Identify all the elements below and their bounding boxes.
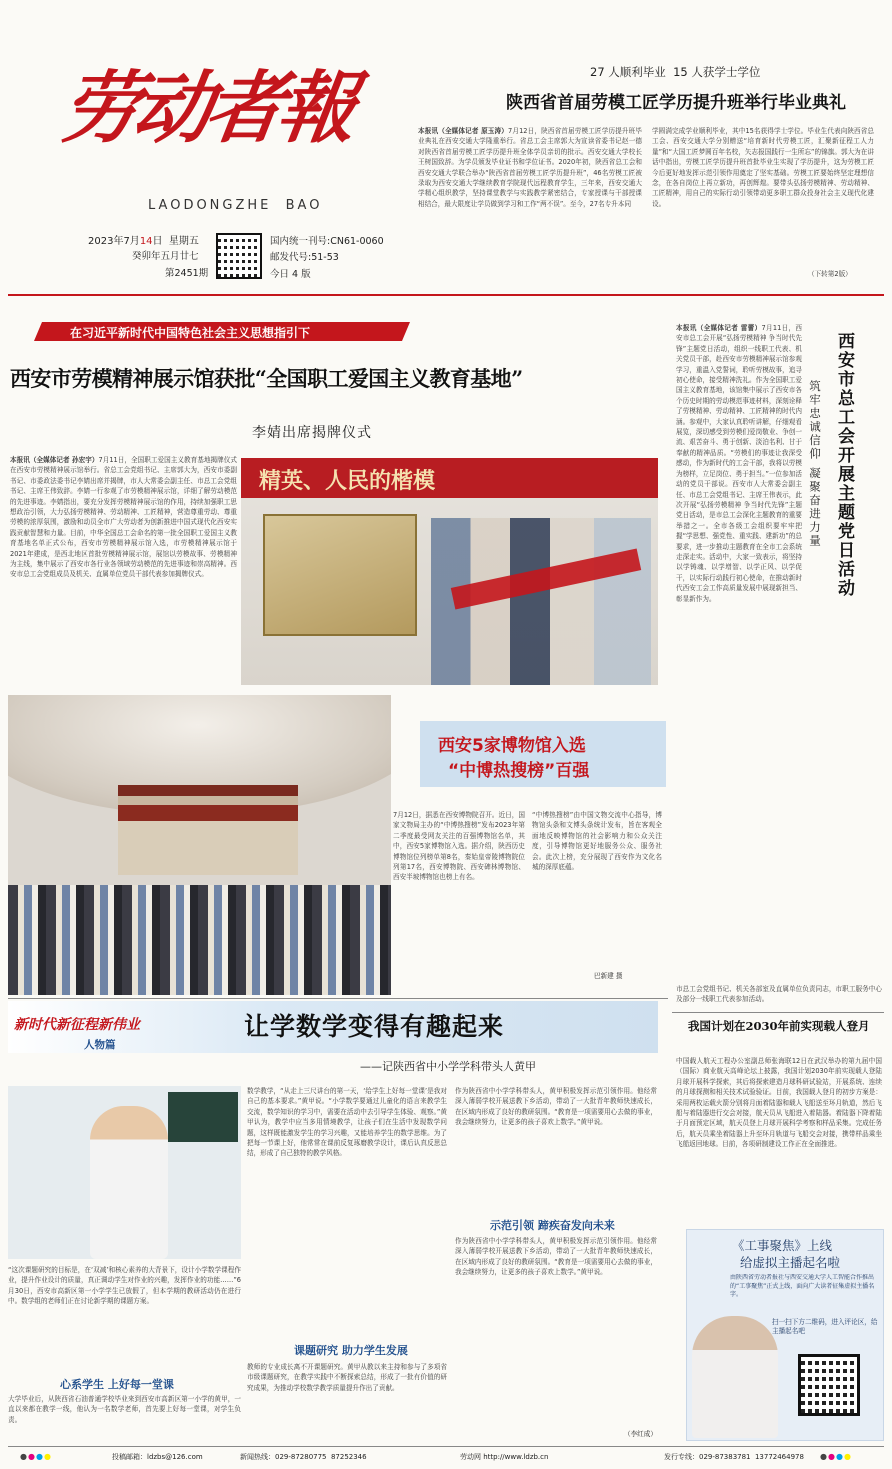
lead-subhead: 李婧出席揭牌仪式 <box>252 425 372 441</box>
topstory-col2: 学圆满完成学业顺利毕业，其中15名获得学士学位。毕业生代表向陕西省总工会、西安交通大学分别赠送“培育新时代劳模工匠，汇聚新征程工人力量”和“大国工匠梦圆百年名校，矢志报国践行一生所忘”的锦旗。郭大为在讲话中指出，劳模工匠学历提升班首批毕业生实现了学历提升，这为劳模工匠今后更好地发挥示范引领作用奠定了坚实基础。劳模工匠要始终坚定理想信念，在各自岗位上再立新功，再创辉煌。要带头弘扬劳模精神、劳动精神、工匠精神，用自己的实际行动引领带动更多职工群众投身社会主义现代化建设。 <box>652 127 874 208</box>
page-count: 今日 4 版 <box>270 269 311 280</box>
side-footer: 市总工会党组书记、机关各部室及直属单位负责同志，市职工服务中心及部分一线职工代表参加活动。 <box>676 985 882 1004</box>
masthead-pinyin: LAODONGZHE BAO <box>148 198 323 213</box>
masthead-rule <box>8 294 884 296</box>
side-subhead: 筑牢忠诚信仰 凝聚奋进力量 <box>808 380 822 548</box>
footer-email: 投稿邮箱：ldzbs@126.com <box>112 1453 203 1461</box>
space-rule <box>672 1012 884 1013</box>
ad-subtitle: 给虚拟主播起名啦 <box>740 1255 841 1270</box>
feature-sub1: 心系学生 上好每一堂课 <box>60 1378 174 1391</box>
feature-sub2: 课题研究 助力学生发展 <box>294 1344 408 1357</box>
ad-presenter <box>692 1316 778 1438</box>
masthead-qr-code <box>216 233 262 279</box>
museum-headline-line1: 西安5家博物馆入选 <box>438 736 586 756</box>
museum-crowd <box>8 885 391 995</box>
feature-subhead: ——记陕西省中小学学科带头人黄甲 <box>360 1060 536 1073</box>
feature-body5-top: 作为陕西省中小学学科带头人，黄甲积极发挥示范引领作用。他经常深入薄弱学校开展送教下乡活动，带动了一大批青年教师快速成长，在区域内形成了良好的教研氛围。“教育是一项需要用心去做的事业，我会继续努力，让更多的孩子喜欢上数学。”黄甲说。 <box>455 1087 657 1127</box>
space-headline: 我国计划在2030年前实现载人登月 <box>688 1019 870 1033</box>
space-body: 中国载人航天工程办公室副总师张海联12日在武汉举办的第九届中国（国际）商业航天高峰论坛上披露，我国计划2030年前实现载人登陆月球开展科学探索，其后将探索建造月球科研试验站，开展系统、连续的月球探测和相关技术试验验证。目前，我国载人登月的初步方案是：采用两枚运载火箭分别将月面着陆器和载人飞船送至环月轨道，然后飞船与着陆器进行交会对接，航天员从飞船进入着陆器。着陆器下降着陆于月面预定区域，航天员登上月球开展科学考察和样品采集。完成任务后，航天员乘坐着陆器上升至环月轨道与飞船交会对接，携带样品乘坐飞船返回地球。目前，各项研制建设工作正在全面推进。 <box>676 1057 882 1149</box>
issue-date <box>88 232 199 247</box>
museum-pavilion <box>118 785 298 875</box>
topstory-col1-text: 7月12日，陕西省首届劳模工匠学历提升班毕业典礼在西安交通大学隆重举行。省总工会主席郭大为宣读省委书记赵一德对陕西省首届劳模工匠学历提升班全体学员亲切的批示。西安交通大学校长王树国致辞。为学员颁发毕业证书和学位证书。2020年初，陕西省总工会和西安交通大学联合举办“陕西省首届劳模工匠学历提升班”，46名劳模工匠被录取为西安交通大学继续教育学院现代远程教育学生，三年来，西安交通大学精心组织教学，坚持课堂教学与实践教学紧密结合，专家授课与干部授课相结合，最大限度让学员做到学习和工作“两不误”。至今，27名专升本同 <box>418 127 642 208</box>
topstory-byline: 本报讯（全媒体记者 原玉涛） <box>418 127 509 135</box>
feature-body4: 教师的专业成长离不开课题研究。黄甲从教以来主持和参与了多项省市级课题研究，在教学实践中不断探索总结，形成了一批有价值的研究成果，为推动学校数学教学质量提升作出了贡献。 <box>247 1363 447 1392</box>
print-registration-dots-left: ●●●● <box>20 1452 52 1461</box>
lead-body-text: 7月11日，全国职工爱国主义教育基地揭牌仪式在西安市劳模精神展示馆举行。省总工会党组书记、主席郭大为，西安市委副书记、市委政法委书记李婧出席并揭牌，市人大常委会副主任、市总工会党组书记、主席王伟致辞。李婧一行参观了市劳模精神展示馆，详细了解劳动模范的先进事迹。李婧指出，要充分发挥劳模精神展示馆的作用，持续加强职工思想政治引领，大力弘扬劳模精神、劳动精神、工匠精神，营造尊重劳动、尊重劳模的浓厚氛围，激励和动员全市广大劳动者为创新推进中国式现代化西安实践贡献智慧和力量。目前，中华全国总工会命名的第一批全国职工爱国主义教育基地名单正式公布，西安市劳模精神展示馆入选，市劳模精神展示馆于2021年建成，是西北地区首批劳模精神展示馆，展馆以劳模故事、劳模精神为主线，集中展示了西安市各行业各领域劳动模范的先进事迹和崇高精神。西安市总工会党组成员及机关、直属单位党员干部代表参加揭牌仪式。 <box>10 456 237 579</box>
feature-photo-board <box>168 1092 238 1142</box>
lead-headline: 西安市劳模精神展示馆获批“全国职工爱国主义教育基地” <box>10 366 523 391</box>
topstory-headline: 陕西省首届劳模工匠学历提升班举行毕业典礼 <box>506 93 846 113</box>
side-headline: 西安市总工会开展主题党日活动 <box>834 332 854 598</box>
issue-date-day: 14 <box>139 236 153 247</box>
lead-body <box>10 455 237 695</box>
side-body-text: 7月11日，西安市总工会开展“弘扬劳模精神 争当时代先锋”主题党日活动，组织一线职工代表、机关党员干部，赴西安市劳模精神展示馆参观学习，重温入党誓词，聆听劳模故事，追寻初心使命，接受精神洗礼。作为全国职工爱国主义教育基地，该馆集中展示了西安市各个历史时期的劳动模范事迹材料，深刻诠释了劳模精神、劳动精神、工匠精神的时代内涵。参观中，大家认真聆听讲解，仔细观看展览，深切感受到劳模们爱岗敬业、争创一流、艰苦奋斗、勇于创新、淡泊名利、甘于奉献的精神品质。“劳模们的事迹让我深受感动，作为新时代的工会干部，我将以劳模为榜样，立足岗位、勇于担当。”一位参加活动的党员干部说。西安市人大常委会副主任、市总工会党组书记、主席王伟表示，此次开展“弘扬劳模精神 争当时代先锋”主题党日活动，是市总工会深化主题教育的重要举措之一。全市各级工会组织要牢牢把握“学思想、强党性、重实践、建新功”的总要求，进一步推动主题教育在全市工会系统走深走实。活动中，大家一致表示，将坚持以学铸魂、以学增智、以学正风、以学促干，以实际行动践行初心使命，在推动新时代西安工会工作高质量发展中展现新担当、彰显新作为。 <box>676 324 802 603</box>
ad-title: 《工事聚焦》上线 <box>732 1238 833 1253</box>
ad-qr-code[interactable] <box>798 1354 860 1416</box>
side-body <box>676 323 802 983</box>
feature-section-title: 新时代新征程新伟业 <box>14 1017 140 1033</box>
topstory-kicker: 27 人顺利毕业 15 人获学士学位 <box>590 65 761 79</box>
museum-headline-line2: “中博热搜榜”百强 <box>448 761 590 781</box>
topstory-continue: （下转第2版） <box>808 270 852 278</box>
footer-site[interactable]: 劳动网 http://www.ldzb.cn <box>460 1453 549 1461</box>
feature-credit: （李红成） <box>624 1430 657 1438</box>
feature-photo-person <box>90 1106 168 1259</box>
museum-credit: 巴新建 摄 <box>594 972 623 980</box>
side-byline: 本报讯（全媒体记者 雷蕾） <box>676 324 762 332</box>
feature-photo <box>8 1086 241 1259</box>
footer-hotline: 新闻热线：029-87280775 87252346 <box>240 1453 367 1461</box>
museum-body: 7月12日，据悉在西安博物院召开。近日，国家文物局主办的“中博热搜榜”发布2023年第二季度最受网友关注的百强博物馆名单，其中，西安5家博物馆入选。据介绍，陕西历史博物馆位列榜单第8名，秦始皇帝陵博物院位列第17名，西安博物院、西安碑林博物馆、西安半坡博物馆也榜上有名。 <box>393 811 525 882</box>
issue-date-prefix: 2023年7月 <box>88 236 140 247</box>
footer-rule <box>8 1446 884 1447</box>
ad-cta: 扫一扫下方二维码，进入评论区，给主播起名吧 <box>772 1318 878 1335</box>
feature-body1: “这次课题研究的目标是，在‘双减’和核心素养的大背景下，设计小学数学课程作业，提升作业设计的质量，真正调动学生对作业的兴趣，发挥作业的功能……”6月30日，西安市高新区第一小学学生已放假了，但本学期的教研活动仍在进行中。数学组的老师们正在讨论新学期的课题方案。 <box>8 1266 241 1306</box>
footer-publish: 发行专线：029-87383781 13772464978 <box>664 1453 804 1461</box>
feature-section-sub: 人物篇 <box>84 1039 116 1051</box>
issue-number: 第2451期 <box>165 268 209 279</box>
feature-body5 <box>455 1236 657 1424</box>
lead-byline: 本报讯（全媒体记者 孙宏宇） <box>10 456 99 464</box>
museum-photo <box>8 695 391 995</box>
post-code: 邮发代号:51-53 <box>270 252 339 263</box>
ad-promo: 由陕西省劳动者报社与西安交通大学人工智能合作推出的“工事聚焦”正式上线，面向广大读者征集虚拟主播名字。 <box>730 1274 875 1298</box>
feature-body2: 大学毕业后，从陕西省石油普通学校毕业来到西安市高新区第一小学的黄甲，一直以来都在教学一线，他认为一名数学老师，首先要上好每一堂课，对学生负责。 <box>8 1395 241 1424</box>
feature-body5-text: 作为陕西省中小学学科带头人，黄甲积极发挥示范引领作用。他经常深入薄弱学校开展送教下乡活动，带动了一大批青年教师快速成长，在区域内形成了良好的教研氛围。“教育是一项需要用心去做的事业，我会继续努力，让更多的孩子喜欢上数学。”黄甲说。 <box>455 1237 657 1277</box>
lunar-date: 癸卯年五月廿七 <box>132 251 199 262</box>
issue-date-suffix: 日 星期五 <box>152 236 199 247</box>
topstory-col1 <box>418 126 642 286</box>
photo-plaque <box>263 514 417 636</box>
cn-number: 国内统一刊号:CN61-0060 <box>270 236 384 247</box>
masthead-logo: 劳动者報 <box>55 63 357 154</box>
museum-body2: “中博热搜榜”由中国文物交流中心指导，博物馆头条和文博头条统计发布，旨在客观全面地反映博物馆的社会影响力和公众关注度，引导博物馆更好地服务公众、服务社会。此次上榜，充分展现了西安作为文化名城的深厚底蕴。 <box>532 811 662 872</box>
photo-banner-text: 精英、人民的楷模 <box>259 468 436 494</box>
lead-kicker: 在习近平新时代中国特色社会主义思想指引下 <box>70 326 311 340</box>
feature-rule <box>8 998 668 999</box>
lead-photo <box>241 458 658 685</box>
feature-headline: 让学数学变得有趣起来 <box>244 1012 505 1041</box>
print-registration-dots-right: ●●●● <box>820 1452 852 1461</box>
feature-sub3: 示范引领 蹄疾奋发向未来 <box>490 1219 615 1232</box>
feature-body3: 数学教学，“从走上三尺讲台的第一天，‘给学生上好每一堂课’是我对自己的基本要求。”黄甲说。“小学数学要通过儿童化的语言来教学生交流，数学知识的学习中，需要在活动中去引导学生体验、观察。”黄甲认为，教学中应当多用情境教学，让孩子们在生活中发现数学问题，这样既能激发学生的学习兴趣，又能培养学生的数学思维。为了把每一节课上好，他常常在课前反复琢磨教学设计，课后认真反思总结，形成了自己独特的教学风格。 <box>247 1087 447 1158</box>
